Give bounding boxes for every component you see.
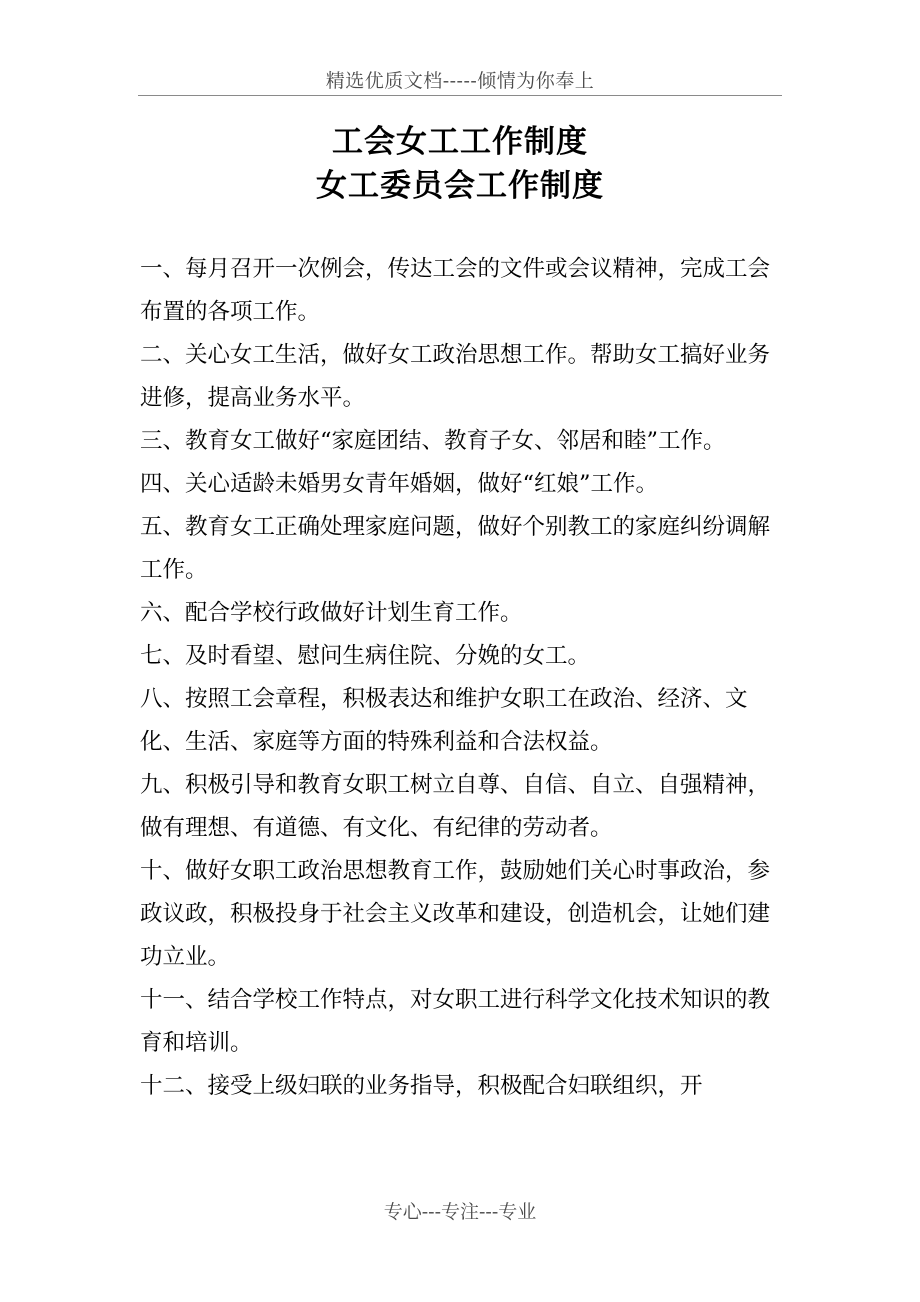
header-divider bbox=[138, 95, 782, 96]
paragraph-2: 二、关心女工生活，做好女工政治思想工作。帮助女工搞好业务进修，提高业务水平。 bbox=[140, 342, 771, 411]
paragraph-6: 六、配合学校行政做好计划生育工作。 bbox=[140, 600, 523, 626]
paragraph-1: 一、每月召开一次例会，传达工会的文件或会议精神，完成工会布置的各项工作。 bbox=[140, 256, 771, 325]
paragraph-3: 三、教育女工做好“家庭团结、教育子女、邻居和睦”工作。 bbox=[140, 428, 726, 454]
document-subtitle: 女工委员会工作制度 bbox=[316, 168, 604, 204]
document-body bbox=[140, 248, 780, 1108]
page-footer: 专心---专注---专业 bbox=[383, 1201, 537, 1223]
document-title: 工会女工工作制度 bbox=[332, 124, 588, 160]
paragraph-10: 十、做好女职工政治思想教育工作，鼓励她们关心时事政治，参政议政，积极投身于社会主义改革和建设，创造机会，让她们建功立业。 bbox=[140, 858, 771, 970]
paragraph-12: 十二、接受上级妇联的业务指导，积极配合妇联组织，开 bbox=[140, 1073, 703, 1099]
paragraph-8: 八、按照工会章程，积极表达和维护女职工在政治、经济、文化、生活、家庭等方面的特殊利益和合法权益。 bbox=[140, 686, 748, 755]
paragraph-4: 四、关心适龄未婚男女青年婚姻，做好“红娘”工作。 bbox=[140, 471, 659, 497]
paragraph-5: 五、教育女工正确处理家庭问题，做好个别教工的家庭纠纷调解工作。 bbox=[140, 514, 771, 583]
paragraph-9: 九、积极引导和教育女职工树立自尊、自信、自立、自强精神，做有理想、有道德、有文化、有纪律的劳动者。 bbox=[140, 772, 771, 841]
paragraph-11: 十一、结合学校工作特点，对女职工进行科学文化技术知识的教育和培训。 bbox=[140, 987, 771, 1056]
page-header: 精选优质文档-----倾情为你奉上 bbox=[325, 70, 595, 92]
paragraph-7: 七、及时看望、慰问生病住院、分娩的女工。 bbox=[140, 643, 591, 669]
